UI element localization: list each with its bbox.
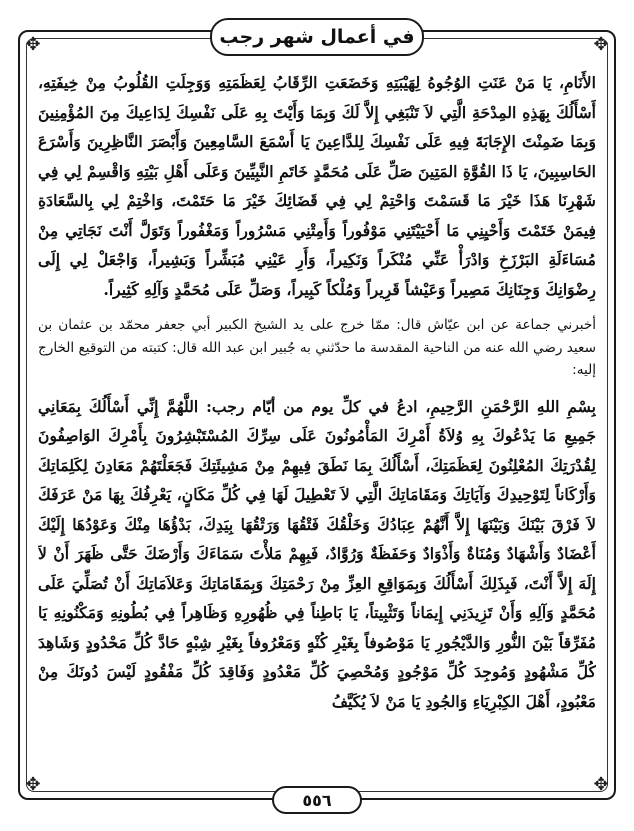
corner-ornament-icon: ✥ [593,34,609,55]
page-header-title: في أعمال شهر رجب [219,26,415,48]
corner-ornament-icon: ✥ [25,34,41,55]
prayer-paragraph: الأَنَامِ، يَا مَنْ عَنَتِ الوُجُوهُ لِهَيْبَتِهِ وَخَضَعَتِ الرِّقَابُ لِعَظَمَتِهِ وَوَجِلَتِ القُلُوبُ مِنْ خِيفَتِهِ، أَسْأَلُكَ بِهَذِهِ المِدْحَةِ الَّتِي لاَ تَنْبَغِي إِلاَّ لَكَ وَبِمَا وَأَيْتَ بِهِ عَلَى نَفْسِكَ لِدَاعِيكَ مِنَ المُؤْمِنِينَ وَبِمَا ضَمِنْتَ الإِجَابَةَ فِيهِ عَلَى نَفْسِكَ لِلدَّاعِينَ يَا أَسْمَعَ السَّامِعِينَ وَأَبْصَرَ النَّاظِرِينَ وَأَسْرَعَ الحَاسِبِينَ، يَا ذَا القُوَّةِ المَتِينَ صَلِّ عَلَى مُحَمَّدٍ خَاتَمِ النَّبِيِّينَ وَعَلَى أَهْلِ بَيْتِهِ وَاقْسِمْ لِي فِي شَهْرِنَا هَذَا خَيْرَ مَا قَسَمْتَ وَاحْتِمْ لِي فِي قَضَائِكَ خَيْرَ مَا حَتَمْتَ، وَاخْتِمْ لِي بِالسَّعَادَةِ فِيمَنْ خَتَمْتَ وَأَحْيِنِي مَا أَحْيَيْتَنِي مَوْفُوراً وَأَمِتْنِي مَسْرُوراً وَمَغْفُوراً وَتَوَلَّ أَنْتَ نَجَاتِي مِنْ مُسَاءَلَةِ البَرْزَخِ وَادْرَأْ عَنِّي مُنْكَراً وَنَكِيراً، وَأَرِ عَيْنِي مُبَشِّراً وَبَشِيراً، وَاجْعَلْ لِي إِلَى رِضْوَانِكَ وَجِنَانِكَ مَصِيراً وَعَيْشاً قَرِيراً وَمُلْكاً كَبِيراً، وَصَلِّ عَلَى مُحَمَّدٍ وَآلِهِ كَثِيراً. [38,73,596,299]
page-number-cartouche [272,786,362,814]
header-cartouche [210,18,424,56]
prayer-paragraph: بِسْمِ اللهِ الرَّحْمَنِ الرَّحِيمِ، ادعُ في كلِّ يوم من أيّام رجب: اللَّهُمَّ إِنِّي أَسْأَلُكَ بِمَعَانِي جَمِيعِ مَا يَدْعُوكَ بِهِ وُلاَةُ أَمْرِكَ المَأْمُونُونَ عَلَى سِرِّكَ المُسْتَبْشِرُونَ بِأَمْرِكَ الوَاصِفُونَ لِقُدْرَتِكَ المُعْلِنُونَ لِعَظَمَتِكَ، أَسْأَلُكَ بِمَا نَطَقَ فِيهِمْ مِنْ مَشِيئَتِكَ فَجَعَلْتَهُمْ مَعَادِنَ لِكَلِمَاتِكَ وَأَرْكَاناً لِتَوْحِيدِكَ وَآيَاتِكَ وَمَقَامَاتِكَ الَّتِي لاَ تَعْطِيلَ لَهَا فِي كُلِّ مَكَانٍ، يَعْرِفُكَ بِهَا مَنْ عَرَفَكَ لاَ فَرْقَ بَيْنَكَ وَبَيْنَهَا إِلاَّ أَنَّهُمْ عِبَادُكَ وَخَلْقُكَ فَتْقُهَا وَرَتْقُهَا بِيَدِكَ، بَدْؤُهَا مِنْكَ وَعَوْدُهَا إِلَيْكَ أَعْضَادٌ وَأَشْهَادٌ وَمُنَاةٌ وَأَذْوَادٌ وَحَفَظَةٌ وَرُوَّادٌ، فَبِهِمْ مَلأْتَ سَمَاءَكَ وَأَرْضَكَ حَتَّى ظَهَرَ أَنْ لاَ إِلَهَ إِلاَّ أَنْتَ، فَبِذَلِكَ أَسْأَلُكَ وَبِمَوَاقِعِ العِزِّ مِنْ رَحْمَتِكَ وَبِمَقَامَاتِكَ وَعَلاَمَاتِكَ أَنْ تُصَلِّيَ عَلَى مُحَمَّدٍ وَآلِهِ وَأَنْ تَزِيدَنِي إِيمَاناً وَتَثْبِيتاً، يَا بَاطِناً فِي ظُهُورِهِ وَظَاهِراً فِي بُطُونِهِ وَمَكْنُونِهِ يَا مُفَرِّقاً بَيْنَ النُّورِ وَالدَّيْجُورِ يَا مَوْصُوفاً بِغَيْرِ كُنْهٍ وَمَعْرُوفاً بِغَيْرِ شِبْهٍ حَادَّ كُلِّ مَحْدُودٍ وَشَاهِدَ كُلِّ مَشْهُودٍ وَمُوجِدَ كُلِّ مَوْجُودٍ وَمُحْصِيَ كُلِّ مَعْدُودٍ وَفَاقِدَ كُلِّ مَفْقُودٍ لَيْسَ دُونَكَ مِنْ مَعْبُودٍ، أَهْلَ الكِبْرِيَاءِ وَالجُودِ يَا مَنْ لاَ يُكَيَّفُ [38,396,596,711]
page-number: ٥٥٦ [302,790,332,810]
page-body [38,68,596,758]
corner-ornament-icon: ✥ [593,774,609,795]
corner-ornament-icon: ✥ [25,774,41,795]
narration-paragraph: أخبرني جماعة عن ابن عيّاش قال: ممّا خرج على يد الشيخ الكبير أبي جعفر محمّد بن عثمان بن سعيد رضي الله عنه من الناحية المقدسة ما حدّثني به جُبير ابن عبد الله قال: كتبته من التوقيع الخارج إليه: [38,317,596,378]
